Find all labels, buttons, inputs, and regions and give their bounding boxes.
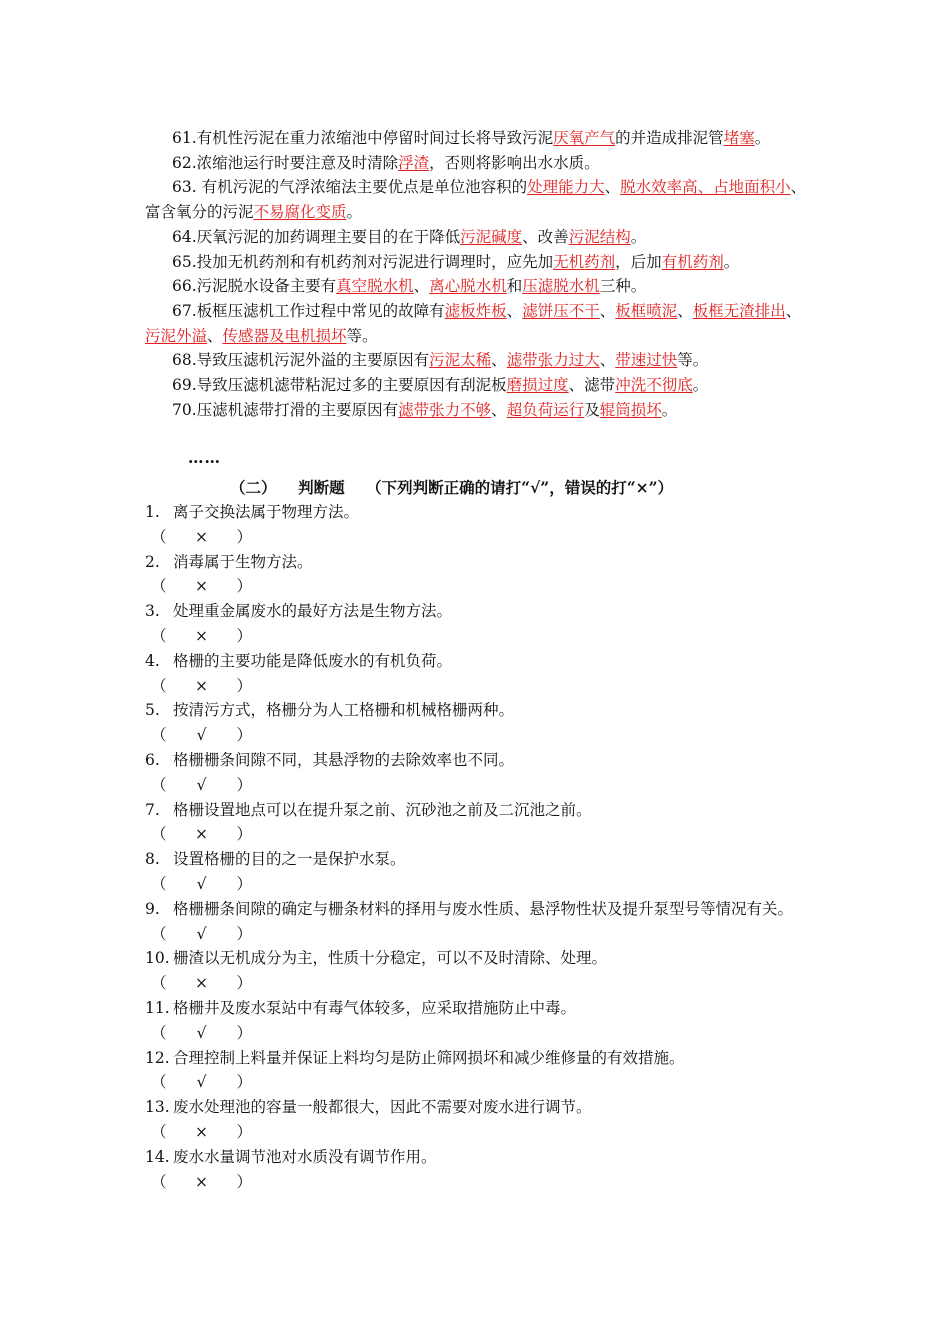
question-text: 设置格栅的目的之一是保护水泵。 — [173, 850, 406, 869]
question-number: 5. — [145, 701, 160, 720]
question-number: 10. — [145, 949, 170, 968]
question-text: 的并造成排泥管 — [615, 129, 724, 147]
answer-text: 带速过快 — [615, 351, 678, 370]
true-false-item — [145, 649, 805, 699]
close-paren: ） — [236, 974, 253, 993]
question-text: 、 — [604, 178, 621, 197]
question-line — [145, 748, 805, 773]
answer-text: 超负荷运行 — [506, 400, 585, 419]
answer-line — [145, 872, 805, 897]
question-number: 9. — [145, 899, 160, 918]
open-paren: （ — [151, 1122, 167, 1141]
question-text: 65.投加无机药剂和有机药剂对污泥进行调理时，应先加 — [172, 252, 554, 271]
question-text: 。 — [346, 203, 363, 222]
question-line — [145, 946, 805, 971]
question-number: 11. — [145, 998, 170, 1017]
fill-blank-item — [145, 151, 810, 176]
answer-text: 滤带张力过大 — [506, 351, 600, 370]
question-text: 。 — [630, 227, 647, 246]
question-text: 等。 — [346, 326, 378, 345]
section-title: （二） 判断题 （下列判断正确的请打“√”，错误的打“×”） — [230, 478, 674, 497]
question-text: 70.压滤机滤带打滑的主要原因有 — [172, 400, 399, 419]
question-text: 及 — [584, 400, 600, 419]
question-text: 格栅栅条间隙不同，其悬浮物的去除效率也不同。 — [173, 750, 515, 769]
answer-text: 浮渣 — [398, 153, 430, 172]
fill-blank-item — [145, 299, 810, 348]
question-line — [145, 897, 805, 922]
true-false-item — [145, 1046, 805, 1096]
question-number: 14. — [145, 1147, 170, 1166]
question-text: 、 — [413, 277, 430, 296]
answer-line — [145, 525, 805, 550]
question-text: 、 — [599, 301, 616, 320]
fill-blank-section — [145, 126, 810, 422]
question-text: 、滤带 — [568, 376, 616, 395]
fill-blank-item — [145, 398, 810, 423]
answer-line — [145, 773, 805, 798]
answer-text: 堵塞 — [723, 129, 755, 147]
question-text: 。 — [692, 376, 709, 395]
question-number: 6. — [145, 750, 160, 769]
answer-text: 滤板炸板 — [444, 301, 507, 320]
close-paren: ） — [236, 924, 253, 943]
question-line — [145, 698, 805, 723]
question-text: 63. 有机污泥的气浮浓缩法主要优点是单位池容积的 — [172, 178, 528, 197]
question-text: 格栅的主要功能是降低废水的有机负荷。 — [173, 651, 453, 670]
answer-text: 板框无渣排出 — [692, 301, 786, 320]
answer-text: 污泥外溢 — [145, 326, 208, 345]
cross-mark-icon: × — [195, 626, 209, 645]
cross-mark-icon: × — [195, 577, 209, 596]
answer-text: 滤带张力不够 — [398, 400, 492, 419]
answer-text: 不易腐化变质 — [253, 203, 347, 222]
question-text: 合理控制上料量并保证上料均匀是防止筛网损坏和减少维修量的有效措施。 — [173, 1048, 685, 1067]
question-line — [145, 649, 805, 674]
open-paren: （ — [151, 775, 167, 794]
answer-line — [145, 1120, 805, 1145]
answer-line — [145, 922, 805, 947]
close-paren: ） — [236, 676, 253, 695]
answer-line — [145, 822, 805, 847]
answer-line — [145, 971, 805, 996]
answer-line — [145, 674, 805, 699]
fill-blank-item — [145, 274, 810, 299]
check-mark-icon: √ — [196, 775, 207, 794]
answer-text: 传感器及电机损坏 — [222, 326, 347, 345]
question-text: ，后加 — [615, 252, 662, 271]
question-text: 、 — [677, 301, 693, 320]
answer-line — [145, 624, 805, 649]
true-false-item — [145, 599, 805, 649]
question-text: 等。 — [677, 351, 709, 370]
question-text: 、 — [491, 400, 507, 419]
cross-mark-icon: × — [195, 676, 209, 695]
cross-mark-icon: × — [195, 1122, 209, 1141]
question-text: 处理重金属废水的最好方法是生物方法。 — [173, 602, 453, 621]
cross-mark-icon: × — [195, 1172, 209, 1191]
question-text: ，否则将影响出水水质。 — [429, 153, 600, 172]
true-false-item — [145, 798, 805, 848]
close-paren: ） — [236, 775, 253, 794]
open-paren: （ — [151, 1023, 167, 1042]
close-paren: ） — [236, 527, 253, 546]
answer-text: 压滤脱水机 — [522, 277, 600, 296]
fill-blank-item — [145, 126, 810, 151]
true-false-item — [145, 1095, 805, 1145]
question-text: 消毒属于生物方法。 — [173, 552, 313, 571]
question-number: 13. — [145, 1098, 170, 1117]
answer-text: 滤饼压不干 — [522, 301, 600, 320]
question-number: 8. — [145, 850, 160, 869]
true-false-item — [145, 897, 805, 947]
question-line — [145, 1095, 805, 1120]
question-line — [145, 599, 805, 624]
open-paren: （ — [151, 726, 167, 745]
question-text: 离子交换法属于物理方法。 — [173, 503, 360, 521]
question-text: 、 — [599, 351, 616, 370]
true-false-item — [145, 500, 805, 550]
question-text: 、 — [207, 326, 223, 345]
question-line — [145, 798, 805, 823]
question-text: 、 — [491, 351, 507, 370]
question-text: 。 — [723, 252, 740, 271]
answer-text: 有机药剂 — [661, 252, 724, 271]
answer-text: 冲洗不彻底 — [615, 376, 693, 395]
open-paren: （ — [151, 974, 167, 993]
fill-blank-item — [145, 250, 810, 275]
answer-text: 辊筒损坏 — [599, 400, 662, 419]
fill-blank-item — [145, 373, 810, 398]
true-false-item — [145, 946, 805, 996]
question-line — [145, 996, 805, 1021]
question-text: 栅渣以无机成分为主，性质十分稳定，可以不及时清除、处理。 — [173, 949, 608, 968]
true-false-item — [145, 550, 805, 600]
fill-blank-item — [145, 175, 810, 224]
true-false-item — [145, 847, 805, 897]
question-text: 68.导致压滤机污泥外溢的主要原因有 — [172, 351, 430, 370]
cross-mark-icon: × — [195, 527, 209, 546]
question-text: 。 — [661, 400, 678, 419]
true-false-item — [145, 996, 805, 1046]
answer-line — [145, 1070, 805, 1095]
question-text: 格栅设置地点可以在提升泵之前、沉砂池之前及二沉池之前。 — [173, 800, 592, 819]
close-paren: ） — [236, 726, 253, 745]
ellipsis: …… — [188, 448, 221, 467]
check-mark-icon: √ — [196, 726, 207, 745]
answer-text: 真空脱水机 — [336, 277, 414, 296]
question-line — [145, 1145, 805, 1170]
fill-blank-item — [145, 348, 810, 373]
question-text: 67.板框压滤机工作过程中常见的故障有 — [172, 301, 445, 320]
open-paren: （ — [151, 577, 167, 596]
close-paren: ） — [236, 1172, 253, 1191]
answer-text: 板框喷泥 — [615, 301, 678, 320]
check-mark-icon: √ — [196, 1073, 207, 1092]
question-text: 64.厌氧污泥的加药调理主要目的在于降低 — [172, 227, 461, 246]
question-text: 62.浓缩池运行时要注意及时清除 — [172, 153, 399, 172]
true-false-item — [145, 1145, 805, 1195]
check-mark-icon: √ — [196, 874, 207, 893]
question-text: 废水处理池的容量一般都很大，因此不需要对废水进行调节。 — [173, 1098, 592, 1117]
open-paren: （ — [151, 1073, 167, 1092]
question-text: 、富含氧分的污泥 — [145, 178, 807, 222]
answer-line — [145, 723, 805, 748]
answer-line — [145, 1170, 805, 1195]
check-mark-icon: √ — [196, 924, 207, 943]
question-number: 4. — [145, 651, 160, 670]
close-paren: ） — [236, 626, 253, 645]
check-mark-icon: √ — [196, 1023, 207, 1042]
question-text: 69.导致压滤机滤带粘泥过多的主要原因有刮泥板 — [172, 376, 507, 395]
question-text: 格栅栅条间隙的确定与栅条材料的择用与废水性质、悬浮物性状及提升泵型号等情况有关。 — [173, 899, 794, 918]
question-text: 按清污方式，格栅分为人工格栅和机械格栅两种。 — [173, 701, 515, 720]
open-paren: （ — [151, 1172, 167, 1191]
close-paren: ） — [236, 874, 253, 893]
question-number: 3. — [145, 602, 160, 621]
question-number: 7. — [145, 800, 160, 819]
answer-text: 污泥太稀 — [429, 351, 492, 370]
open-paren: （ — [151, 924, 167, 943]
answer-text: 离心脱水机 — [429, 277, 507, 296]
answer-text: 处理能力大 — [527, 178, 605, 197]
cross-mark-icon: × — [195, 974, 209, 993]
question-number: 2. — [145, 552, 160, 571]
close-paren: ） — [236, 825, 253, 844]
answer-text: 污泥结构 — [568, 227, 631, 246]
fill-blank-item — [145, 225, 810, 250]
answer-line — [145, 1021, 805, 1046]
question-text: 废水水量调节池对水质没有调节作用。 — [173, 1147, 437, 1166]
question-line — [145, 847, 805, 872]
question-text: 、 — [785, 301, 802, 320]
answer-line — [145, 574, 805, 599]
answer-text: 无机药剂 — [553, 252, 616, 271]
answer-text: 污泥碱度 — [460, 227, 523, 246]
question-text: 66.污泥脱水设备主要有 — [172, 277, 337, 296]
open-paren: （ — [151, 676, 167, 695]
question-text: 61.有机性污泥在重力浓缩池中停留时间过长将导致污泥 — [172, 129, 554, 147]
open-paren: （ — [151, 527, 167, 546]
true-false-item — [145, 748, 805, 798]
close-paren: ） — [236, 1122, 253, 1141]
question-text: 、 — [506, 301, 523, 320]
answer-text: 脱水效率高、占地面积小 — [620, 178, 791, 197]
question-number: 1. — [145, 503, 160, 521]
question-line — [145, 1046, 805, 1071]
true-false-item — [145, 698, 805, 748]
question-text: 格栅井及废水泵站中有毒气体较多，应采取措施防止中毒。 — [173, 998, 577, 1017]
answer-text: 厌氧产气 — [553, 129, 616, 147]
close-paren: ） — [236, 1073, 253, 1092]
true-false-list — [145, 500, 805, 1194]
answer-text: 磨损过度 — [506, 376, 569, 395]
open-paren: （ — [151, 874, 167, 893]
close-paren: ） — [236, 1023, 253, 1042]
question-text: 三种。 — [599, 277, 647, 296]
open-paren: （ — [151, 626, 167, 645]
question-text: 和 — [506, 277, 523, 296]
cross-mark-icon: × — [195, 825, 209, 844]
open-paren: （ — [151, 825, 167, 844]
question-line — [145, 550, 805, 575]
question-line — [145, 500, 805, 525]
question-number: 12. — [145, 1048, 170, 1067]
question-text: 、改善 — [522, 227, 569, 246]
question-text: 。 — [754, 129, 771, 147]
close-paren: ） — [236, 577, 253, 596]
